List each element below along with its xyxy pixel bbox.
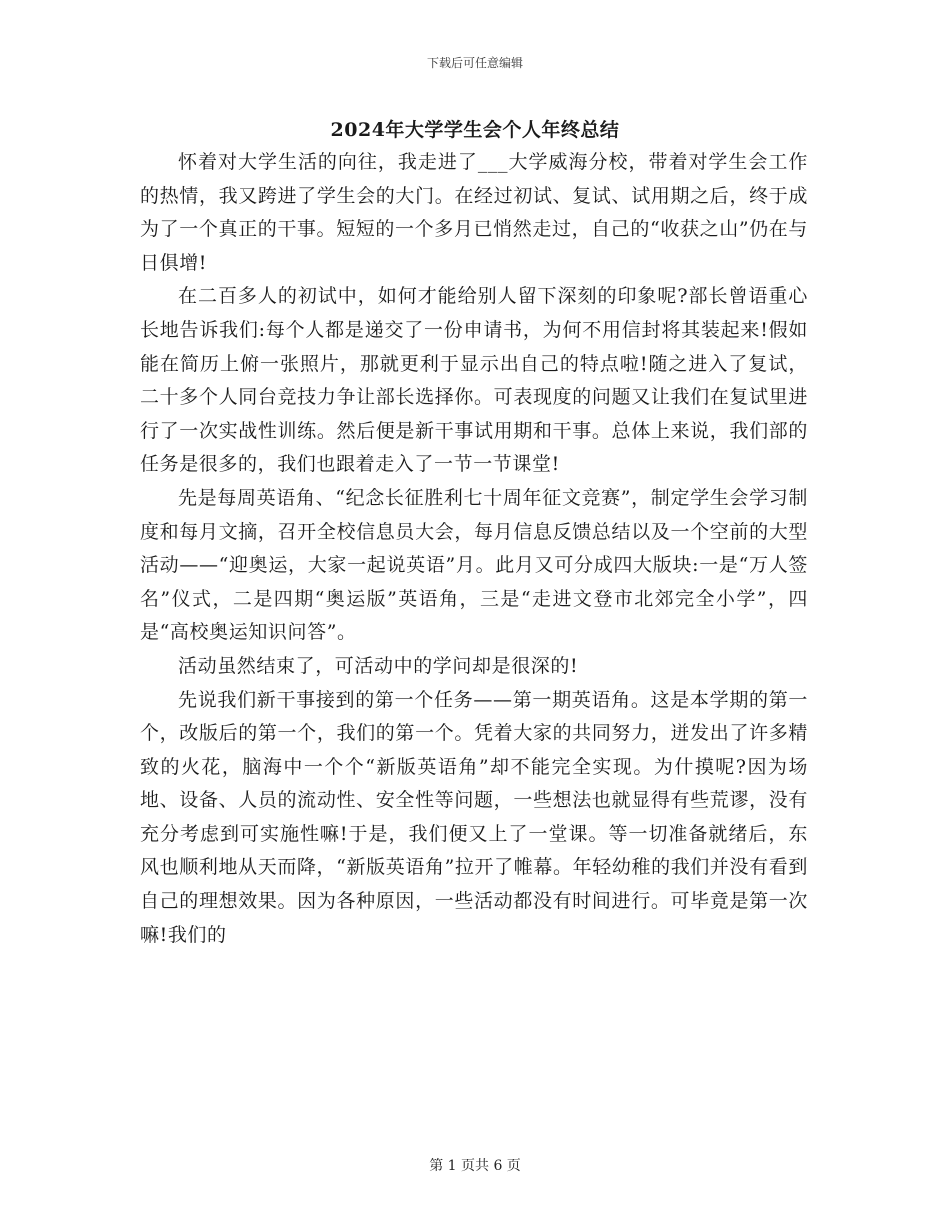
body-paragraph-4: 活动虽然结束了，可活动中的学问却是很深的! (178, 654, 579, 677)
page-number: 第 1 页共 6 页 (429, 1158, 521, 1174)
body-paragraph-3: 先是每周英语角、“纪念长征胜利七十周年征文竞赛”，制定学生会学习制度和每月文摘，召开全校信息员大会，每月信息反馈总结以及一个空前的大型活动——“迎奥运，大家一起说英语”月。此月又可分成四大版块:一是“万人签名”仪式，二是四期“奥运版”英语角，三是“走进文登市北郊完全小学”，四是“高校奥运知识问答”。 (140, 486, 808, 644)
body-paragraph-5: 先说我们新干事接到的第一个任务——第一期英语角。这是本学期的第一个，改版后的第一个，我们的第一个。凭着大家的共同努力，迸发出了许多精致的火花，脑海中一个个“新版英语角”却不能完全实现。为什摸呢?因为场地、设备、人员的流动性、安全性等问题，一些想法也就显得有些荒谬，没有充分考虑到可实施性嘛!于是，我们便又上了一堂课。等一切准备就绪后，东风也顺利地从天而降，“新版英语角”拉开了帷幕。年轻幼稚的我们并没有看到自己的理想效果。因为各种原因，一些活动都没有时间进行。可毕竟是第一次嘛!我们的 (140, 688, 808, 946)
body-paragraph-1: 怀着对大学生活的向往，我走进了___大学威海分校，带着对学生会工作的热情，我又跨进了学生会的大门。在经过初试、复试、试用期之后，终于成为了一个真正的干事。短短的一个多月已悄然走过，自己的“收获之山”仍在与日俱增! (140, 151, 808, 274)
page-header-note: 下载后可任意编辑 (426, 56, 523, 70)
body-paragraph-2: 在二百多人的初试中，如何才能给别人留下深刻的印象呢?部长曾语重心长地告诉我们:每个人都是递交了一份申请书，为何不用信封将其装起来!假如能在简历上俯一张照片，那就更利于显示出自己的特点啦!随之进入了复试，二十多个人同台竞技力争让部长选择你。可表现度的问题又让我们在复试里进行了一次实战性训练。然后便是新干事试用期和干事。总体上来说，我们部的任务是很多的，我们也跟着走入了一节一节课堂! (140, 285, 808, 476)
document-title: 2024年大学学生会个人年终总结 (330, 119, 620, 141)
document-body (140, 146, 808, 952)
